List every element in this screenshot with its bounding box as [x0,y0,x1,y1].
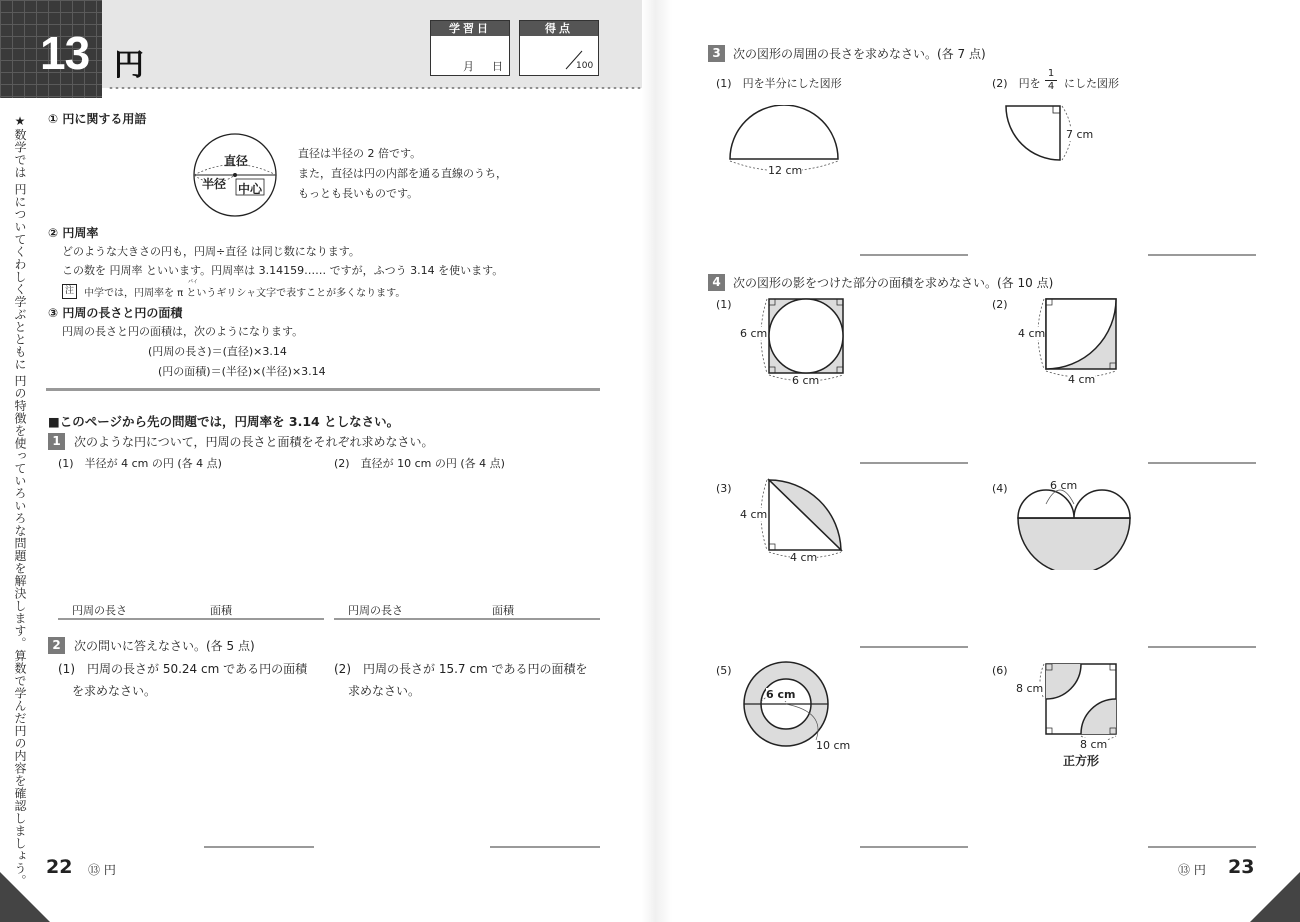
pi-instruction: ■このページから先の問題では，円周率を 3.14 としなさい。 [48,414,400,429]
q4-6-answer-line[interactable] [1148,846,1256,848]
q4-sub5: (5) [716,664,732,677]
section-divider [46,388,600,391]
fig4-2-label-left: 4 cm [1018,327,1046,340]
fig3-2-label: 7 cm [1066,128,1094,141]
q1-text: 次のような円について，円周の長さと面積をそれぞれ求めなさい。 [74,435,434,449]
q1-answer-label-circumference-1: 円周の長さ [72,604,127,617]
q2-sub2-line1: (2) 円周の長さが 15.7 cm である円の面積を [334,662,588,676]
section1-text-1: 直径は半径の 2 倍です。 [298,147,422,160]
note-mark: 注 [62,284,77,299]
fig3-1-label: 12 cm [768,164,803,177]
q1-answer-label-area-2: 面積 [492,604,514,617]
fig4-5-label-inner: 6 cm [766,688,796,701]
formula-circumference: (円周の長さ)＝(直径)×3.14 [148,345,287,358]
fig4-4-label: 6 cm [1050,479,1078,492]
study-date-label: 学習日 [431,21,509,36]
section1-text-2: また，直径は円の内部を通る直線のうち， [298,167,507,180]
q1-number: 1 [48,433,65,450]
fig4-1-label-bottom: 6 cm [792,374,820,387]
header-dotted-rule [108,86,650,90]
right-page [650,0,1300,922]
q2-sub1-line2: を求めなさい。 [72,684,157,698]
q1-answer-label-circumference-2: 円周の長さ [348,604,403,617]
section2-note: 中学では，円周率を π というギリシャ文字で表すことが多くなります。 [84,288,406,299]
q4-4-answer-line[interactable] [1148,646,1256,648]
section2-text-1: どのような大きさの円も，円周÷直径 は同じ数になります。 [62,245,360,258]
q4-sub3: (3) [716,482,732,495]
q2-number: 2 [48,637,65,654]
q3-answer-line-2[interactable] [1148,254,1256,256]
q2-answer-line-2[interactable] [490,846,600,848]
q4-3-answer-line[interactable] [860,646,968,648]
q2-text: 次の問いに答えなさい。(各 5 点) [74,639,255,653]
q4-number: 4 [708,274,725,291]
q4-sub6: (6) [992,664,1008,677]
q4-sub4: (4) [992,482,1008,495]
fraction-numerator: 1 [1045,68,1057,81]
q2-sub2-line2: 求めなさい。 [348,684,421,698]
q3-sub1: (1) 円を半分にした図形 [716,77,842,90]
corner-triangle-right [1250,872,1300,922]
fig4-3-label-left: 4 cm [740,508,768,521]
center-label: 中心 [238,182,263,196]
section2-text-2: この数を 円周率 といいます。円周率は 3.14159…… ですが，ふつう 3.14 を使います。 [62,264,504,277]
fig4-2-label-bottom: 4 cm [1068,373,1096,386]
q1-sub1: (1) 半径が 4 cm の円 (各 4 点) [58,457,222,470]
q2-sub1-line1: (1) 円周の長さが 50.24 cm である円の面積 [58,662,308,676]
q2-answer-line-1[interactable] [204,846,314,848]
page-number-left: 22 [46,856,73,878]
diameter-label: 直径 [224,154,249,168]
score-label: 得点 [520,21,598,36]
formula-area: (円の面積)＝(半径)×(半径)×3.14 [158,365,326,378]
q1-sub2: (2) 直径が 10 cm の円 (各 4 点) [334,457,505,470]
q3-sub2-prefix: (2) 円を [992,77,1041,90]
q3-sub2-suffix: にした図形 [1064,77,1119,90]
q4-2-answer-line[interactable] [1148,462,1256,464]
score-max: 100 [576,61,594,71]
section3-title: ③ 円周の長さと円の面積 [48,306,183,320]
radius-label: 半径 [202,177,227,191]
section1-text-3: もっとも長いものです。 [298,187,419,200]
day-label: 日 [492,60,503,73]
section1-title: ① 円に関する用語 [48,112,147,126]
page-number-right: 23 [1228,856,1255,878]
side-note: ★数学では 円についてくわしく学ぶとともに 円の特徴を使っていろいろな問題を解決します。算数で学んだ円の内容を確認しましょう。 [13,114,27,888]
corner-triangle-left [0,872,50,922]
fig4-6-label-left: 8 cm [1016,682,1044,695]
q3-text: 次の図形の周囲の長さを求めなさい。(各 7 点) [733,47,986,61]
q4-text: 次の図形の影をつけた部分の面積を求めなさい。(各 10 点) [733,276,1054,290]
footer-title-right: ⑬ 円 [1178,863,1206,877]
section3-text-1: 円周の長さと円の面積は，次のようになります。 [62,325,304,338]
month-label: 月 [463,60,474,73]
note-ruby: パイ [188,279,199,285]
fig4-5-label-outer: 10 cm [816,739,851,752]
fig4-3-label-bottom: 4 cm [790,551,818,564]
score-box [519,20,599,76]
fraction-denominator: 4 [1047,81,1055,92]
q3-fraction [1045,68,1057,93]
fig4-6-label-bottom: 8 cm [1080,738,1108,751]
q1-answer-line-1[interactable] [58,618,324,620]
q1-answer-label-area-1: 面積 [210,604,232,617]
q4-1-answer-line[interactable] [860,462,968,464]
q1-answer-line-2[interactable] [334,618,600,620]
section2-title: ② 円周率 [48,226,99,240]
q3-answer-line-1[interactable] [860,254,968,256]
q3-number: 3 [708,45,725,62]
q4-sub1: (1) [716,298,732,311]
chapter-title: 円 [114,48,144,83]
footer-title-left: ⑬ 円 [88,863,116,877]
study-date-box [430,20,510,76]
q4-sub2: (2) [992,298,1008,311]
chapter-number: 13 [40,27,90,79]
fig4-6-caption: 正方形 [1063,754,1100,768]
fig4-1-label-left: 6 cm [740,327,768,340]
q4-5-answer-line[interactable] [860,846,968,848]
